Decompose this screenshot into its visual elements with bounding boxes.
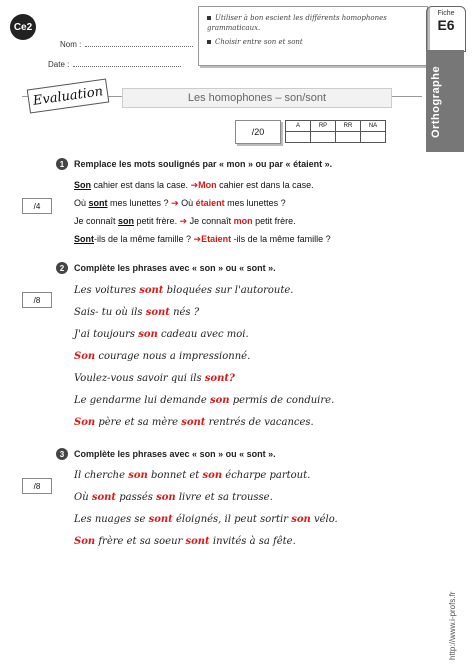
bullet-icon [207, 16, 211, 20]
fiche-code: E6 [437, 17, 455, 33]
grade-cell[interactable] [311, 132, 336, 143]
exercise-1-line: Sont-ils de la même famille ? ➔Etaient -ils de la même famille ? [74, 234, 331, 244]
name-field[interactable] [60, 38, 193, 49]
exercise-2-line: J'ai toujours son cadeau avec moi. [74, 329, 249, 340]
arrow-right-icon: ➔ [190, 180, 199, 190]
exercise-3-line: Son frère et sa soeur sont invités à sa fête. [74, 536, 296, 547]
grade-col-a: A [286, 121, 311, 132]
evaluation-stamp: Evaluation [27, 79, 110, 114]
exercise-3-points[interactable]: /8 [22, 478, 52, 494]
grade-col-rp: RP [311, 121, 336, 132]
objective-1: Utiliser à bon escient les différents homophones grammaticaux. [207, 14, 387, 32]
exercise-2-line: Les voitures sont bloquées sur l'autoroute. [74, 285, 294, 296]
exercise-1-line: Son cahier est dans la case. ➔Mon cahier est dans la case. [74, 180, 314, 190]
fiche-tab [426, 6, 466, 52]
subject-label: Orthographe [430, 65, 442, 139]
exercise-1-title: Remplace les mots soulignés par « mon » ou par « étaient ». [74, 159, 333, 169]
grade-cell[interactable] [336, 132, 361, 143]
page-title: Les homophones – son/sont [122, 88, 392, 108]
exercise-3-line: Il cherche son bonnet et son écharpe partout. [74, 470, 311, 481]
objectives-box [198, 6, 428, 66]
exercise-2-line: Voulez-vous savoir qui ils sont? [74, 373, 235, 384]
site-url[interactable]: http://www.i-profs.fr [448, 591, 457, 660]
total-score[interactable]: /20 [235, 120, 281, 144]
exercise-2-line: Le gendarme lui demande son permis de conduire. [74, 395, 335, 406]
bullet-icon [207, 40, 211, 44]
exercise-3-line: Où sont passés son livre et sa trousse. [74, 492, 273, 503]
level-badge: Ce2 [10, 14, 36, 40]
arrow-right-icon: ➔ [179, 216, 188, 226]
grade-cell[interactable] [286, 132, 311, 143]
arrow-right-icon: ➔ [171, 198, 179, 208]
exercise-1-number: 1 [56, 158, 68, 170]
exercise-1-points[interactable]: /4 [22, 198, 52, 214]
grade-col-rr: RR [336, 121, 361, 132]
arrow-right-icon: ➔ [193, 234, 202, 244]
objective-2: Choisir entre son et sont [207, 37, 419, 47]
exercise-1-line: Où sont mes lunettes ? ➔ Où étaient mes lunettes ? [74, 198, 286, 208]
grade-table [285, 120, 386, 143]
date-field[interactable] [48, 58, 181, 69]
exercise-3-title: Complète les phrases avec « son » ou « sont ». [74, 449, 276, 459]
exercise-2-number: 2 [56, 262, 68, 274]
exercise-2-line: Sais- tu où ils sont nés ? [74, 307, 200, 318]
exercise-2-title: Complète les phrases avec « son » ou « sont ». [74, 263, 276, 273]
name-label: Nom : [60, 40, 82, 49]
exercise-2-line: Son père et sa mère sont rentrés de vacances. [74, 417, 314, 428]
fiche-label: Fiche [437, 10, 455, 17]
exercise-3-line: Les nuages se sont éloignés, il peut sortir son vélo. [74, 514, 338, 525]
exercise-2-points[interactable]: /8 [22, 292, 52, 308]
exercise-3-number: 3 [56, 448, 68, 460]
grade-col-na: NA [361, 121, 386, 132]
grade-cell[interactable] [361, 132, 386, 143]
exercise-1-line: Je connaît son petit frère. ➔ Je connaît mon petit frère. [74, 216, 296, 226]
exercise-2-line: Son courage nous a impressionné. [74, 351, 251, 362]
date-label: Date : [48, 60, 70, 69]
